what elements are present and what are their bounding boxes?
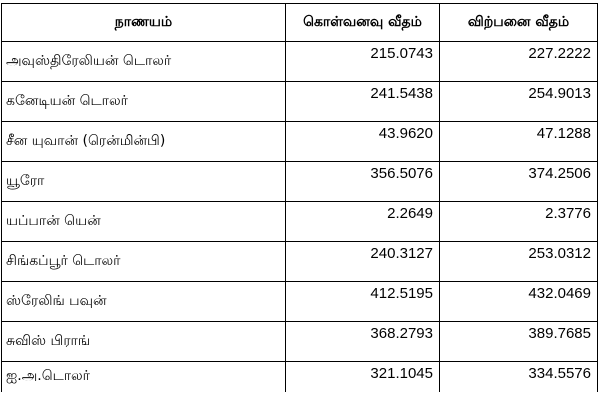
table-row (2, 42, 598, 82)
buying-rate: 356.5076 (286, 162, 440, 202)
table-row (2, 282, 598, 322)
table-row (2, 322, 598, 362)
table-body (2, 42, 598, 392)
table-row (2, 242, 598, 282)
buying-rate: 215.0743 (286, 42, 440, 82)
currency-name: கனேடியன் டொலர் (2, 82, 286, 122)
table-row (2, 162, 598, 202)
currency-name: ஸ்ரேலிங் பவுன் (2, 282, 286, 322)
selling-rate: 253.0312 (440, 242, 598, 282)
currency-name: யூரோ (2, 162, 286, 202)
selling-rate: 374.2506 (440, 162, 598, 202)
table-row (2, 122, 598, 162)
header-currency: நாணயம் (2, 4, 286, 42)
selling-rate: 432.0469 (440, 282, 598, 322)
buying-rate: 240.3127 (286, 242, 440, 282)
currency-name: சிங்கப்பூர் டொலர் (2, 242, 286, 282)
currency-name: அவுஸ்திரேலியன் டொலர் (2, 42, 286, 82)
header-row (2, 4, 598, 42)
buying-rate: 321.1045 (286, 362, 440, 392)
currency-name: சீன யுவான் (ரென்மின்பி) (2, 122, 286, 162)
buying-rate: 368.2793 (286, 322, 440, 362)
table-row (2, 82, 598, 122)
currency-name: சுவிஸ் பிராங் (2, 322, 286, 362)
buying-rate: 241.5438 (286, 82, 440, 122)
exchange-rate-table (1, 3, 598, 392)
currency-name: ஐ.அ.டொலர் (2, 362, 286, 392)
table-row (2, 202, 598, 242)
header-selling-rate: விற்பனை வீதம் (440, 4, 598, 42)
table-header (2, 4, 598, 42)
selling-rate: 389.7685 (440, 322, 598, 362)
selling-rate: 334.5576 (440, 362, 598, 392)
table-row (2, 362, 598, 392)
selling-rate: 2.3776 (440, 202, 598, 242)
selling-rate: 227.2222 (440, 42, 598, 82)
buying-rate: 2.2649 (286, 202, 440, 242)
header-buying-rate: கொள்வனவு வீதம் (286, 4, 440, 42)
selling-rate: 254.9013 (440, 82, 598, 122)
currency-name: யப்பான் யென் (2, 202, 286, 242)
selling-rate: 47.1288 (440, 122, 598, 162)
buying-rate: 43.9620 (286, 122, 440, 162)
buying-rate: 412.5195 (286, 282, 440, 322)
